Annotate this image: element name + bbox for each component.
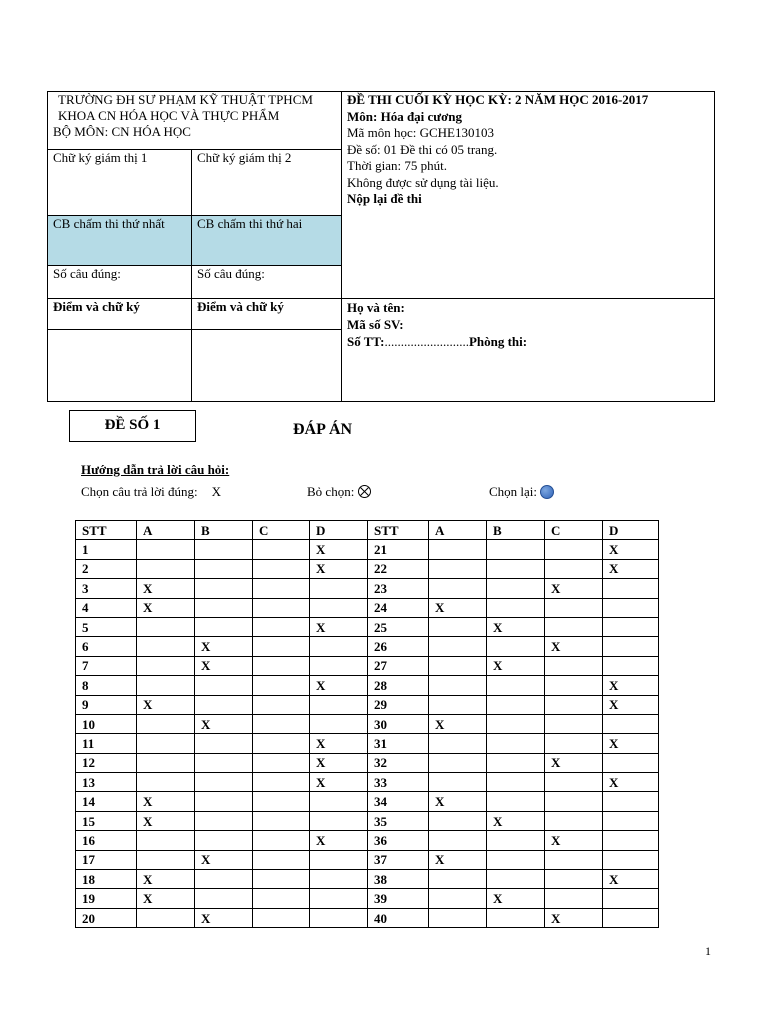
option-cell-c xyxy=(545,792,603,811)
question-number: 17 xyxy=(76,850,137,869)
room-label: Phòng thi: xyxy=(468,334,528,349)
option-cell-c xyxy=(253,617,310,636)
option-cell-d xyxy=(603,656,659,675)
question-number: 10 xyxy=(76,714,137,733)
option-cell-c xyxy=(253,540,310,559)
option-cell-a: X xyxy=(429,598,487,617)
option-cell-c xyxy=(253,831,310,850)
option-cell-c: X xyxy=(545,753,603,772)
student-name-label: Họ và tên: xyxy=(347,300,405,315)
duration: Thời gian: 75 phút. xyxy=(347,158,448,173)
option-cell-a xyxy=(137,753,195,772)
table-row xyxy=(76,753,659,772)
option-cell-d: X xyxy=(310,676,368,695)
option-cell-b xyxy=(195,695,253,714)
option-cell-c xyxy=(253,676,310,695)
option-cell-c: X xyxy=(545,579,603,598)
question-number: 19 xyxy=(76,889,137,908)
option-cell-a xyxy=(429,656,487,675)
option-cell-a xyxy=(429,617,487,636)
header-cell: A xyxy=(137,521,195,540)
question-number: 1 xyxy=(76,540,137,559)
option-cell-a xyxy=(137,637,195,656)
header-cell: B xyxy=(487,521,545,540)
option-cell-d xyxy=(310,811,368,830)
option-cell-a xyxy=(429,579,487,598)
option-cell-b xyxy=(195,540,253,559)
option-cell-c xyxy=(545,676,603,695)
option-cell-b: X xyxy=(195,637,253,656)
option-cell-c xyxy=(545,695,603,714)
question-number: 30 xyxy=(368,714,429,733)
option-cell-d: X xyxy=(310,773,368,792)
option-cell-b xyxy=(195,559,253,578)
option-cell-b xyxy=(487,850,545,869)
option-cell-c xyxy=(253,579,310,598)
table-row xyxy=(76,870,659,889)
school-name: TRƯỜNG ĐH SƯ PHẠM KỸ THUẬT TPHCM xyxy=(58,92,313,107)
option-cell-a: X xyxy=(137,695,195,714)
seat-dots: .......................... xyxy=(384,334,469,349)
faculty-name: KHOA CN HÓA HỌC VÀ THỰC PHẨM xyxy=(58,108,280,123)
option-cell-c xyxy=(545,656,603,675)
table-row xyxy=(76,850,659,869)
table-row xyxy=(76,559,659,578)
table-row xyxy=(76,676,659,695)
option-cell-d xyxy=(310,889,368,908)
option-cell-d: X xyxy=(603,695,659,714)
option-cell-a: X xyxy=(429,850,487,869)
option-cell-b xyxy=(195,792,253,811)
option-cell-a: X xyxy=(137,579,195,598)
option-cell-b xyxy=(487,676,545,695)
question-number: 14 xyxy=(76,792,137,811)
exam-code: Đề số: 01 Đề thi có 05 trang. xyxy=(347,141,498,157)
option-cell-c: X xyxy=(545,831,603,850)
option-cell-b xyxy=(487,559,545,578)
deselect-label: Bỏ chọn: xyxy=(307,484,355,499)
option-cell-b xyxy=(487,714,545,733)
table-row xyxy=(76,540,659,559)
option-cell-d xyxy=(310,579,368,598)
question-number: 4 xyxy=(76,598,137,617)
option-cell-c xyxy=(253,753,310,772)
option-cell-a xyxy=(429,773,487,792)
question-number: 38 xyxy=(368,870,429,889)
option-cell-b: X xyxy=(195,850,253,869)
option-cell-b xyxy=(487,870,545,889)
question-number: 32 xyxy=(368,753,429,772)
subject: Môn: Hóa đại cương xyxy=(347,108,463,124)
option-cell-b xyxy=(195,734,253,753)
question-number: 34 xyxy=(368,792,429,811)
choose-mark: X xyxy=(211,484,222,499)
proctor1-cell xyxy=(48,150,192,216)
option-cell-c xyxy=(253,656,310,675)
option-cell-d xyxy=(310,637,368,656)
option-cell-d xyxy=(603,811,659,830)
option-cell-a xyxy=(429,908,487,927)
question-number: 27 xyxy=(368,656,429,675)
option-cell-b xyxy=(195,753,253,772)
option-cell-c xyxy=(545,811,603,830)
header-cell: C xyxy=(253,521,310,540)
question-number: 3 xyxy=(76,579,137,598)
grader1-label: CB chấm thi thứ nhất xyxy=(53,216,165,231)
option-cell-a: X xyxy=(137,598,195,617)
option-cell-b: X xyxy=(487,617,545,636)
question-number: 25 xyxy=(368,617,429,636)
exam-title: ĐỀ THI CUỐI KỲ HỌC KỲ: 2 NĂM HỌC 2016-2017 xyxy=(347,92,649,107)
option-cell-a xyxy=(429,676,487,695)
question-number: 21 xyxy=(368,540,429,559)
correct-count1-cell xyxy=(48,266,192,299)
option-cell-c xyxy=(545,870,603,889)
table-row xyxy=(76,617,659,636)
table-row xyxy=(76,695,659,714)
question-number: 7 xyxy=(76,656,137,675)
option-cell-b xyxy=(487,540,545,559)
option-cell-a xyxy=(137,559,195,578)
grader1-cell xyxy=(48,216,192,266)
option-cell-a xyxy=(137,908,195,927)
option-cell-d xyxy=(603,579,659,598)
option-cell-d: X xyxy=(603,773,659,792)
answer-table xyxy=(75,520,659,928)
header-cell: D xyxy=(310,521,368,540)
option-cell-d xyxy=(603,714,659,733)
option-cell-d: X xyxy=(310,734,368,753)
option-cell-d xyxy=(603,792,659,811)
option-cell-a xyxy=(137,773,195,792)
option-cell-c xyxy=(253,870,310,889)
option-cell-c xyxy=(253,811,310,830)
question-number: 39 xyxy=(368,889,429,908)
question-number: 35 xyxy=(368,811,429,830)
option-cell-c xyxy=(545,617,603,636)
option-cell-d xyxy=(310,714,368,733)
table-row xyxy=(76,598,659,617)
option-cell-b xyxy=(487,773,545,792)
option-cell-c xyxy=(253,637,310,656)
option-cell-b: X xyxy=(487,656,545,675)
option-cell-a: X xyxy=(429,792,487,811)
option-cell-b xyxy=(487,579,545,598)
option-cell-a: X xyxy=(137,811,195,830)
question-number: 15 xyxy=(76,811,137,830)
option-cell-d xyxy=(310,598,368,617)
option-cell-d xyxy=(603,753,659,772)
question-number: 16 xyxy=(76,831,137,850)
option-cell-d xyxy=(310,792,368,811)
question-number: 9 xyxy=(76,695,137,714)
option-cell-b xyxy=(195,676,253,695)
grader2-cell xyxy=(192,216,342,266)
question-number: 12 xyxy=(76,753,137,772)
option-cell-c xyxy=(253,559,310,578)
answer-table-header xyxy=(76,521,659,540)
option-cell-a xyxy=(429,559,487,578)
student-info xyxy=(342,299,715,402)
option-cell-c xyxy=(253,850,310,869)
option-cell-b: X xyxy=(487,889,545,908)
option-cell-c xyxy=(545,734,603,753)
question-number: 24 xyxy=(368,598,429,617)
table-row xyxy=(76,889,659,908)
page-number: 1 xyxy=(705,944,711,958)
option-cell-b: X xyxy=(195,908,253,927)
option-cell-d xyxy=(603,637,659,656)
department-name: BỘ MÔN: CN HÓA HỌC xyxy=(53,124,191,139)
table-row xyxy=(76,792,659,811)
option-cell-a xyxy=(429,889,487,908)
question-number: 29 xyxy=(368,695,429,714)
option-cell-c xyxy=(545,773,603,792)
header-cell: B xyxy=(195,521,253,540)
exam-info xyxy=(342,92,715,299)
filled-circle-icon xyxy=(540,485,554,499)
question-number: 6 xyxy=(76,637,137,656)
subject-code: Mã môn học: GCHE130103 xyxy=(347,125,494,140)
option-cell-a: X xyxy=(429,714,487,733)
question-number: 40 xyxy=(368,908,429,927)
header-cell: STT xyxy=(368,521,429,540)
option-cell-a xyxy=(137,714,195,733)
question-number: 2 xyxy=(76,559,137,578)
option-cell-b xyxy=(195,831,253,850)
option-cell-c xyxy=(253,908,310,927)
option-cell-c xyxy=(253,889,310,908)
grader2-label: CB chấm thi thứ hai xyxy=(197,216,303,231)
student-id-label: Mã số SV: xyxy=(347,317,404,332)
option-cell-b: X xyxy=(195,714,253,733)
option-cell-a xyxy=(137,850,195,869)
option-cell-b xyxy=(487,695,545,714)
proctor2-cell xyxy=(192,150,342,216)
option-cell-b xyxy=(487,598,545,617)
option-cell-d: X xyxy=(603,734,659,753)
option-cell-b xyxy=(487,908,545,927)
option-cell-d: X xyxy=(310,540,368,559)
choose-label: Chọn câu trả lời đúng: xyxy=(81,484,198,499)
correct-count2-cell xyxy=(192,266,342,299)
option-cell-b xyxy=(195,773,253,792)
option-cell-d xyxy=(310,870,368,889)
option-cell-d: X xyxy=(310,559,368,578)
proctor2-label: Chữ ký giám thị 2 xyxy=(197,150,292,165)
question-number: 8 xyxy=(76,676,137,695)
option-cell-a: X xyxy=(137,792,195,811)
score-sign1-cell xyxy=(48,299,192,330)
question-number: 22 xyxy=(368,559,429,578)
question-number: 33 xyxy=(368,773,429,792)
table-row xyxy=(76,773,659,792)
option-cell-a: X xyxy=(137,870,195,889)
option-cell-c xyxy=(253,695,310,714)
table-row xyxy=(76,811,659,830)
submit-note: Nộp lại đề thi xyxy=(347,191,422,206)
option-cell-a xyxy=(429,811,487,830)
question-number: 5 xyxy=(76,617,137,636)
option-cell-b xyxy=(195,617,253,636)
question-number: 20 xyxy=(76,908,137,927)
choose-legend xyxy=(81,484,221,500)
reselect-label: Chọn lại: xyxy=(489,484,538,499)
option-cell-d: X xyxy=(603,676,659,695)
option-cell-b xyxy=(487,734,545,753)
option-cell-b xyxy=(195,811,253,830)
option-cell-d: X xyxy=(310,831,368,850)
option-cell-a xyxy=(137,656,195,675)
table-row xyxy=(76,656,659,675)
table-row xyxy=(76,714,659,733)
option-cell-c xyxy=(253,598,310,617)
option-cell-a xyxy=(137,676,195,695)
question-number: 36 xyxy=(368,831,429,850)
table-row xyxy=(76,908,659,927)
option-cell-a xyxy=(137,617,195,636)
school-info xyxy=(48,92,342,150)
option-cell-b: X xyxy=(487,811,545,830)
question-number: 23 xyxy=(368,579,429,598)
option-cell-c xyxy=(545,850,603,869)
instructions-title: Hướng dẫn trả lời câu hỏi: xyxy=(81,462,230,477)
seat-room-line xyxy=(347,333,714,350)
option-cell-a xyxy=(429,870,487,889)
score-sign1-space xyxy=(48,330,192,402)
proctor1-label: Chữ ký giám thị 1 xyxy=(53,150,148,165)
option-cell-b xyxy=(487,637,545,656)
question-number: 37 xyxy=(368,850,429,869)
option-cell-b xyxy=(195,598,253,617)
option-cell-a xyxy=(429,753,487,772)
table-row xyxy=(76,831,659,850)
option-cell-c xyxy=(545,714,603,733)
circled-x-icon xyxy=(358,485,371,498)
option-cell-b xyxy=(195,870,253,889)
option-cell-d xyxy=(603,850,659,869)
correct-count2-label: Số câu đúng: xyxy=(197,266,265,281)
table-row xyxy=(76,734,659,753)
option-cell-a xyxy=(429,540,487,559)
option-cell-b xyxy=(487,792,545,811)
option-cell-a xyxy=(429,637,487,656)
option-cell-d xyxy=(603,617,659,636)
materials-rule: Không được sử dụng tài liệu. xyxy=(347,174,499,190)
reselect-legend xyxy=(489,484,554,500)
option-cell-d: X xyxy=(603,540,659,559)
option-cell-a xyxy=(137,540,195,559)
question-number: 31 xyxy=(368,734,429,753)
option-cell-a xyxy=(429,831,487,850)
score-sign2-cell xyxy=(192,299,342,330)
score-sign2-label: Điểm và chữ ký xyxy=(197,299,284,314)
option-cell-d: X xyxy=(603,559,659,578)
score-sign1-label: Điểm và chữ ký xyxy=(53,299,140,314)
option-cell-b xyxy=(487,753,545,772)
header-cell: D xyxy=(603,521,659,540)
score-sign2-space xyxy=(192,330,342,402)
exam-header-table xyxy=(47,91,715,402)
question-number: 18 xyxy=(76,870,137,889)
question-number: 28 xyxy=(368,676,429,695)
option-cell-c xyxy=(253,734,310,753)
option-cell-c xyxy=(253,773,310,792)
option-cell-c xyxy=(545,598,603,617)
exam-number-box: ĐỀ SỐ 1 xyxy=(69,410,196,442)
option-cell-c xyxy=(545,540,603,559)
option-cell-c xyxy=(545,559,603,578)
seat-label: Số TT: xyxy=(347,334,385,349)
option-cell-b xyxy=(487,831,545,850)
option-cell-d xyxy=(310,695,368,714)
option-cell-d: X xyxy=(310,617,368,636)
answer-key-title: ĐÁP ÁN xyxy=(293,421,353,438)
option-cell-d xyxy=(603,889,659,908)
option-cell-c: X xyxy=(545,637,603,656)
option-cell-d xyxy=(603,908,659,927)
header-cell: STT xyxy=(76,521,137,540)
header-cell: A xyxy=(429,521,487,540)
option-cell-a xyxy=(429,695,487,714)
header-cell: C xyxy=(545,521,603,540)
table-row xyxy=(76,579,659,598)
option-cell-d xyxy=(603,598,659,617)
option-cell-c xyxy=(253,714,310,733)
question-number: 11 xyxy=(76,734,137,753)
option-cell-d xyxy=(310,908,368,927)
table-row xyxy=(76,637,659,656)
option-cell-d xyxy=(310,656,368,675)
option-cell-c xyxy=(253,792,310,811)
option-cell-d xyxy=(603,831,659,850)
question-number: 13 xyxy=(76,773,137,792)
option-cell-d: X xyxy=(310,753,368,772)
option-cell-a xyxy=(429,734,487,753)
option-cell-a: X xyxy=(137,889,195,908)
question-number: 26 xyxy=(368,637,429,656)
option-cell-b: X xyxy=(195,656,253,675)
deselect-legend xyxy=(307,484,371,500)
option-cell-b xyxy=(195,579,253,598)
option-cell-a xyxy=(137,831,195,850)
correct-count1-label: Số câu đúng: xyxy=(53,266,121,281)
option-cell-d: X xyxy=(603,870,659,889)
option-cell-a xyxy=(137,734,195,753)
option-cell-c xyxy=(545,889,603,908)
option-cell-d xyxy=(310,850,368,869)
option-cell-c: X xyxy=(545,908,603,927)
option-cell-b xyxy=(195,889,253,908)
